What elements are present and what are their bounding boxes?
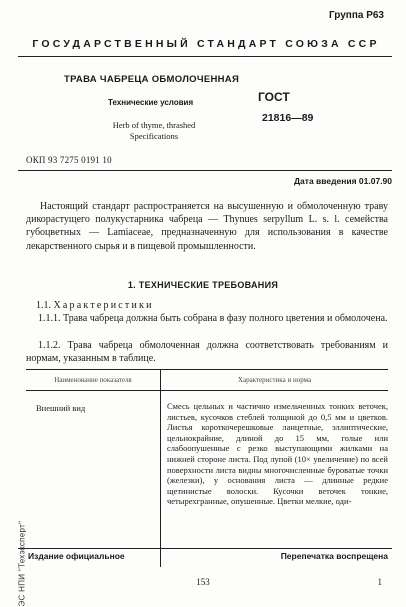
table-header-row [26, 370, 388, 391]
edition-label: Издание официальное [28, 551, 125, 561]
footer-rule [18, 548, 392, 549]
intro-paragraph: Настоящий стандарт распространяется на высушенную и обмолоченную траву дикорастущего полукустарника чабреца — Thynues serpyllum L. s. l. семейства губоцветных — Lamiaceae, предназначенную для использования в качестве лекарственного сырья и в пищевой промышленности. [26, 201, 388, 252]
norm-text: Смесь цельных и частично измельченных тонких веточек, листьев, кусочков стеблей толщиной до 0,5 мм и цветков. Листья короткочерешковые ланцетные, эллиптические, цельнокрайние, длиной до 15 мм, голые или слабоопушенные с резко выступающими жилками на нижней стороне листа. Под лупой (10× увеличение) по всей поверхности листа видны многочисленные буроватые точки (железки), у основания листа — длинные редкие щетинистые волоски. Кусочки веточек тонкие, четырехгранные, опушенные. Цветки мелкие, оди- [167, 401, 388, 507]
source-stamp: ЭС НПИ "Техэксперт" [17, 520, 27, 607]
paragraph-1-1-2: 1.1.2. Трава чабреца обмолоченная должна соответствовать требованиям и нормам, указанным в таблице. [26, 340, 388, 365]
page-number: 153 [196, 577, 210, 587]
subsection-number: 1.1. [36, 300, 51, 311]
subsection-title: Характеристики [53, 300, 154, 311]
group-code: Группа Р63 [328, 10, 384, 21]
paragraph-1-1-1: 1.1.1. Трава чабреца должна быть собрана в фазу полного цветения и обмолочена. [38, 313, 388, 324]
gost-number: 21816—89 [262, 112, 314, 124]
indicator-cell: Внешний вид [26, 391, 161, 568]
english-title-line-1: Herb of thyme, thrashed [112, 120, 196, 130]
norm-cell [161, 391, 389, 568]
page-marker: 1 [377, 577, 382, 587]
column-header-norm: Характеристика и норма [161, 370, 389, 391]
english-title-line-2: Specifications [129, 131, 179, 141]
subsection-heading [36, 300, 154, 311]
column-header-indicator: Наименование показателя [26, 370, 161, 391]
date-introduced: Дата введения 01.07.90 [294, 176, 392, 186]
section-title: 1. ТЕХНИЧЕСКИЕ ТРЕБОВАНИЯ [127, 280, 279, 290]
gost-label: ГОСТ [258, 90, 290, 104]
standard-heading: ГОСУДАРСТВЕННЫЙ СТАНДАРТ СОЮЗА ССР [32, 38, 380, 50]
english-title [104, 120, 204, 142]
okp-rule [18, 170, 392, 171]
okp-code: ОКП 93 7275 0191 10 [26, 155, 112, 165]
header-rule [18, 56, 392, 57]
requirements-table [26, 369, 388, 567]
document-title: ТРАВА ЧАБРЕЦА ОБМОЛОЧЕННАЯ [64, 74, 240, 85]
table-row [26, 391, 388, 568]
reprint-notice: Перепечатка воспрещена [280, 551, 388, 561]
document-subtitle: Технические условия [108, 98, 194, 107]
